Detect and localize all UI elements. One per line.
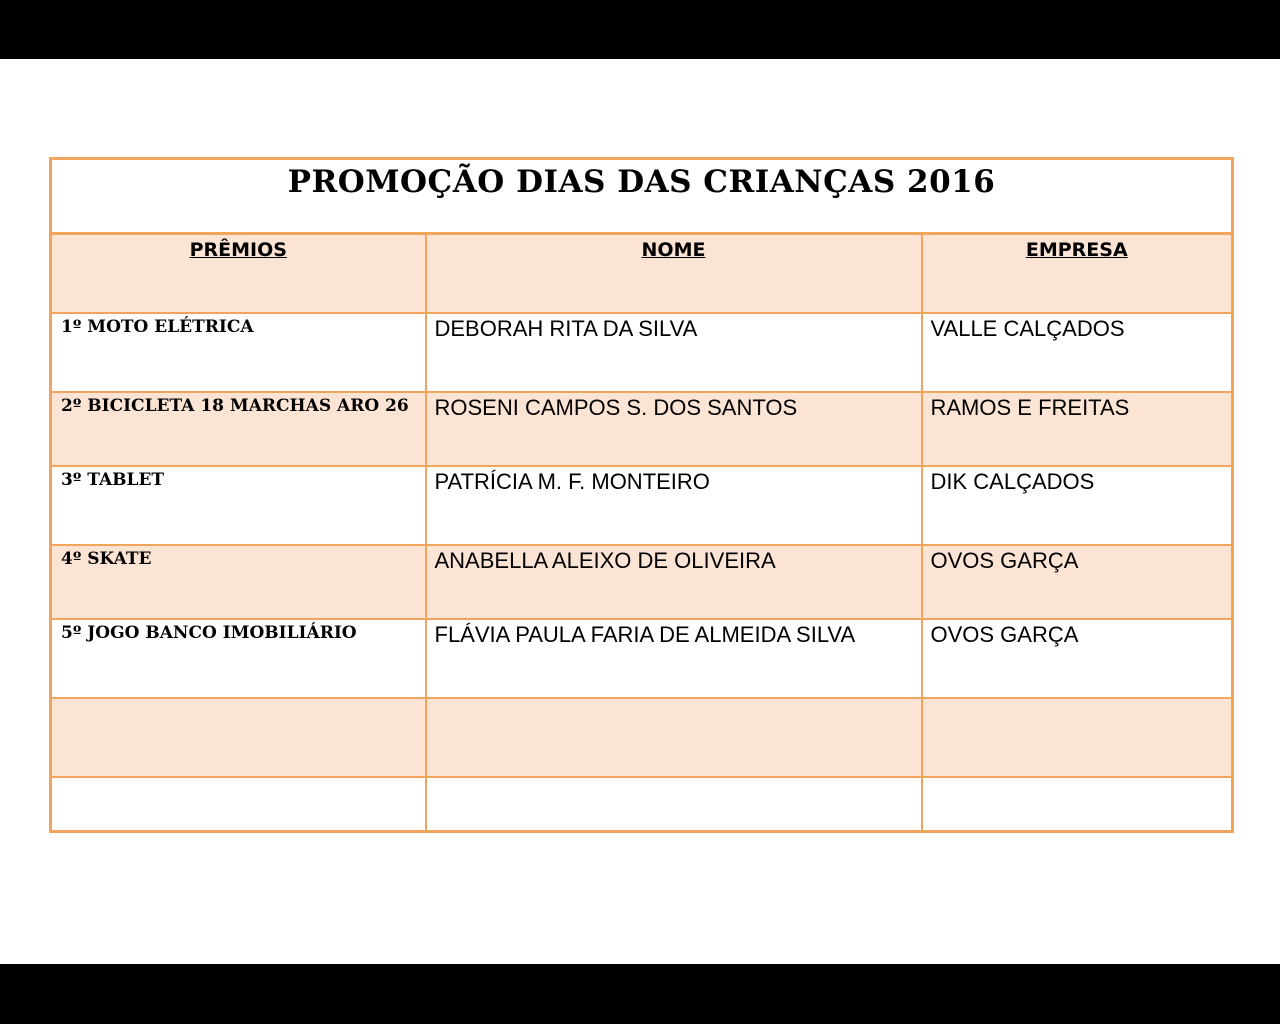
table-row bbox=[51, 392, 1233, 466]
title-cell bbox=[51, 159, 1233, 234]
empty-row bbox=[51, 777, 1233, 832]
prize-cell: 3º TABLET bbox=[51, 466, 426, 545]
table-row bbox=[51, 466, 1233, 545]
header-premios-label: PRÊMIOS bbox=[189, 239, 287, 261]
company-cell: OVOS GARÇA bbox=[922, 545, 1233, 619]
prize-table bbox=[49, 157, 1234, 833]
table-row bbox=[51, 619, 1233, 698]
empty-row bbox=[51, 698, 1233, 777]
company-cell: OVOS GARÇA bbox=[922, 619, 1233, 698]
empty-cell bbox=[922, 777, 1233, 832]
empty-cell bbox=[426, 777, 922, 832]
empty-cell bbox=[922, 698, 1233, 777]
prize-cell: 4º SKATE bbox=[51, 545, 426, 619]
header-empresa-label: EMPRESA bbox=[1025, 239, 1128, 261]
empty-cell bbox=[51, 698, 426, 777]
title-row bbox=[51, 159, 1233, 234]
name-cell: ANABELLA ALEIXO DE OLIVEIRA bbox=[426, 545, 922, 619]
table-row bbox=[51, 313, 1233, 392]
header-nome-label: NOME bbox=[641, 239, 706, 261]
prize-cell: 2º BICICLETA 18 MARCHAS ARO 26 bbox=[51, 392, 426, 466]
name-cell: ROSENI CAMPOS S. DOS SANTOS bbox=[426, 392, 922, 466]
name-cell: PATRÍCIA M. F. MONTEIRO bbox=[426, 466, 922, 545]
company-cell: VALLE CALÇADOS bbox=[922, 313, 1233, 392]
empty-cell bbox=[426, 698, 922, 777]
name-cell: DEBORAH RITA DA SILVA bbox=[426, 313, 922, 392]
header-empresa bbox=[922, 234, 1233, 313]
header-row bbox=[51, 234, 1233, 313]
header-nome bbox=[426, 234, 922, 313]
company-cell: DIK CALÇADOS bbox=[922, 466, 1233, 545]
company-cell: RAMOS E FREITAS bbox=[922, 392, 1233, 466]
prize-cell: 5º JOGO BANCO IMOBILIÁRIO bbox=[51, 619, 426, 698]
empty-cell bbox=[51, 777, 426, 832]
header-premios bbox=[51, 234, 426, 313]
prize-cell: 1º MOTO ELÉTRICA bbox=[51, 313, 426, 392]
table-title: PROMOÇÃO DIAS DAS CRIANÇAS 2016 bbox=[287, 164, 996, 200]
name-cell: FLÁVIA PAULA FARIA DE ALMEIDA SILVA bbox=[426, 619, 922, 698]
document-page bbox=[0, 59, 1280, 964]
table-row bbox=[51, 545, 1233, 619]
